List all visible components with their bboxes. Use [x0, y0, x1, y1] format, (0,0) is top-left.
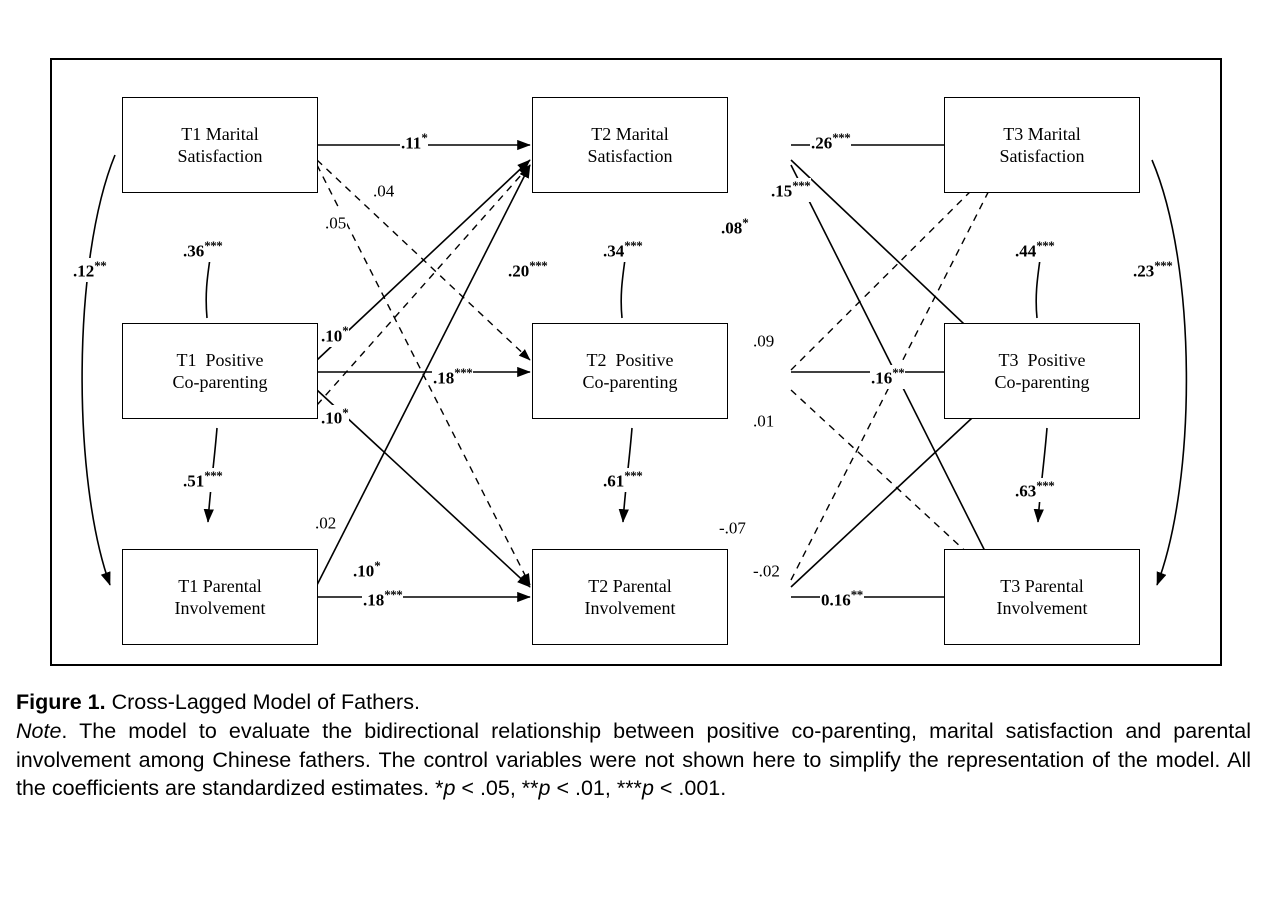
path-t1marital-t1involve-cov [82, 155, 115, 585]
coef-01: .01 [752, 408, 775, 432]
significance-legend: *p < .05, **p < .01, ***p < .001. [435, 776, 727, 801]
path-t1coparent-t2marital-dashed [317, 165, 530, 405]
node-label-line1: T2 Positive [586, 349, 674, 370]
node-label-line2: Satisfaction [587, 146, 673, 166]
node-t1-parental-involvement [122, 549, 318, 645]
coef-18a: .18*** [433, 365, 473, 388]
node-label-line2: Involvement [584, 598, 676, 618]
node-label-line2: Co-parenting [994, 372, 1090, 392]
coef-neg07: -.07 [718, 515, 747, 539]
coef-t2marital-t3marital: .26*** [811, 130, 851, 153]
node-label-line2: Involvement [996, 598, 1088, 618]
coef-05: .05 [324, 210, 347, 234]
figure-number: Figure 1. [16, 690, 106, 714]
coef-18b: .18*** [363, 587, 403, 610]
note-label: Note [16, 718, 62, 743]
node-t3-positive-coparenting [944, 323, 1140, 419]
node-label-line1: T1 Parental [178, 575, 262, 596]
coef-12: .12** [73, 258, 107, 281]
node-label-line2: Satisfaction [177, 146, 263, 166]
node-label-line2: Co-parenting [582, 372, 678, 392]
node-t2-marital-satisfaction [532, 97, 728, 193]
node-label-line1: T3 Marital [1003, 123, 1081, 144]
node-t1-marital-satisfaction [122, 97, 318, 193]
coef-16a: .16** [871, 365, 905, 388]
node-label-line2: Satisfaction [999, 146, 1085, 166]
node-label-line1: T1 Positive [176, 349, 264, 370]
coef-20: .20*** [508, 258, 548, 281]
coef-08: .08* [721, 215, 749, 238]
coef-t1coparent-t1involve: .51*** [183, 468, 223, 491]
coef-10b: .10* [321, 405, 349, 428]
node-t2-positive-coparenting [532, 323, 728, 419]
coef-23: .23*** [1133, 258, 1173, 281]
coef-09: .09 [752, 328, 775, 352]
coef-neg02: -.02 [752, 558, 781, 582]
node-label-line1: T1 Marital [181, 123, 259, 144]
coef-10a: .10* [321, 323, 349, 346]
coef-02: .02 [314, 510, 337, 534]
node-label-line1: T3 Parental [1000, 575, 1084, 596]
coef-10c: .10* [353, 558, 381, 581]
coef-04: .04 [372, 178, 395, 202]
coef-t2coparent-t2marital: .34*** [603, 238, 643, 261]
node-label-line2: Involvement [174, 598, 266, 618]
node-label-line1: T3 Positive [998, 349, 1086, 370]
figure-caption [16, 688, 1251, 803]
node-label-line1: T2 Marital [591, 123, 669, 144]
node-t2-parental-involvement [532, 549, 728, 645]
figure-panel [50, 58, 1222, 666]
coef-t3coparent-t3marital: .44*** [1015, 238, 1055, 261]
coef-016: 0.16** [821, 587, 863, 610]
node-label-line1: T2 Parental [588, 575, 672, 596]
note-text: . The model to evaluate the bidirectional relationship between positive co-parenting, marital satisfaction and parental involvement among Chinese fathers. The control variables were not shown here to simplify the representation of the model. All the coefficients are standardized estimates. [16, 718, 1251, 801]
figure-title: Cross-Lagged Model of Fathers. [111, 690, 420, 714]
path-t3marital-t3involve-cov [1152, 160, 1186, 585]
path-t3coparent-t3involve [1038, 428, 1047, 522]
coef-t1marital-t2marital: .11* [401, 130, 428, 153]
coef-t2coparent-t2involve: .61*** [603, 468, 643, 491]
coef-15: .15*** [771, 178, 811, 201]
node-t1-positive-coparenting [122, 323, 318, 419]
coef-t3coparent-t3involve: .63*** [1015, 478, 1055, 501]
node-label-line2: Co-parenting [172, 372, 268, 392]
coef-t1coparent-t1marital: .36*** [183, 238, 223, 261]
node-t3-parental-involvement [944, 549, 1140, 645]
node-t3-marital-satisfaction [944, 97, 1140, 193]
